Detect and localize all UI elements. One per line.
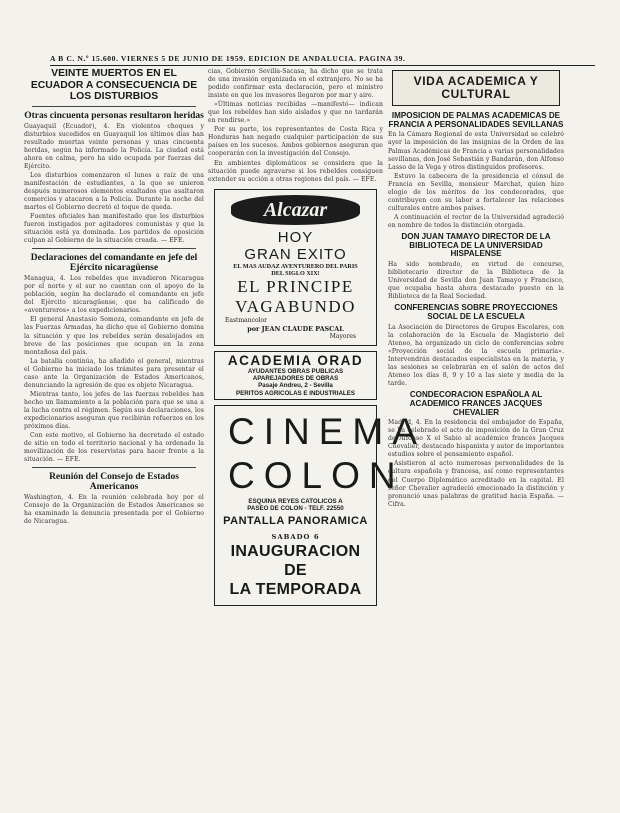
divider	[32, 248, 196, 249]
cinema-pantalla: PANTALLA PANORAMICA	[223, 515, 368, 528]
academia-line: PERITOS AGRICOLAS E INDUSTRIALES	[236, 389, 355, 397]
column-2	[208, 68, 426, 611]
headline-conferencias: CONFERENCIAS SOBRE PROYECCIONES SOCIAL DE LA ESCUELA	[394, 303, 558, 322]
film-title: VAGABUNDO	[235, 296, 356, 316]
headline-ecuador: VEINTE MUERTOS EN EL ECUADOR A CONSECUENCIA DE LOS DISTURBIOS	[30, 68, 198, 102]
academia-title: ACADEMIA ORAD	[227, 352, 364, 368]
article-paragraph: Managua, 4. Los rebeldes que invadieron Nicaragua por el norte y el sur no cuentan con el apoyo de la población, según ha declarado el comandante en jefe del Ejército nicaragüense, que ha calificado de «aventureros» a los expedicionarios.	[24, 275, 204, 315]
headline-biblioteca: DON JUAN TAMAYO DIRECTOR DE LA BIBLIOTECA DE LA UNIVERSIDAD HISPALENSE	[401, 231, 551, 259]
column-3	[388, 68, 564, 510]
article-paragraph: cias, Gobierno Sevilla-Sacasa, ha dicho que se trata de una invasión organizada en el extranjero. No se ha podido confirmar esta declaración, pero el ministro insiste en que los invasores llegaron por mar y aire.	[208, 68, 383, 100]
article-paragraph: Asistieron al acto numerosas personalidades de la cultura española y francesa, así como representantes del Cuerpo Diplomático acreditado en la capital. El señor Chevalier agradeció emocionado la distinción y pronunció unas palabras de gratitud hacia España. — Cifra.	[388, 460, 564, 508]
article-paragraph: Washington, 4. En la reunión celebrada hoy por el Consejo de la Organización de Estados Americanos se ha examinado la denuncia presentada por el Gobierno de Nicaragua.	[24, 494, 204, 526]
section-title: VIDA ACADEMICA Y CULTURAL	[413, 74, 539, 101]
academia-line: Pasaje Andreu, 2 - Sevilla	[258, 382, 333, 390]
cinema-colon-ad	[214, 405, 426, 606]
film-rating: Mayores	[329, 332, 356, 340]
article-paragraph: Madrid, 4. En la residencia del embajador de España, se ha celebrado el acto de imposición de la Gran Cruz de Alfonso X el Sabio al académico francés Jacques Chevalier, destacado hispanista y autor de importantes estudios sobre el pensamiento español.	[388, 419, 564, 459]
divider	[32, 106, 196, 107]
article-paragraph: La batalla continúa, ha añadido el general, mientras el Gobierno ha iniciado los trámites para presentar el caso ante la Organización de Estados Americanos, denunciando la agresión de que es objeto Nicaragua.	[24, 357, 204, 389]
academia-ad	[214, 351, 377, 401]
alcazar-ad	[214, 189, 377, 346]
headline-condecoracion: CONDECORACION ESPAÑOLA AL ACADEMICO FRANCES JACQUES CHEVALIER	[409, 390, 543, 417]
article-paragraph: Fuentes oficiales han manifestado que los disturbios fueron instigados por agitadores comunistas y que la situación está ya dominada. Los partidos de oposición culpan al Gobierno de la situación creada. — EFE.	[24, 213, 204, 245]
cinema-date: SABADO 6	[271, 533, 320, 542]
alcazar-logo: Alcazar	[231, 195, 360, 225]
article-paragraph: Con este motivo, el Gobierno ha decretado el estado de sitio en todo el territorio nacional y ha ordenado la movilización de los reservistas para hacer frente a la situación. — EFE.	[24, 432, 204, 464]
article-paragraph: El general Anastasio Somoza, comandante en jefe de las Fuerzas Armadas, ha dicho que el Gobierno domina la situación y que los rebeldes serán desalojados en breve de las posiciones que ocupan en la zona montañosa del país.	[24, 316, 204, 356]
page-header: A B C. N.º 15.600. VIERNES 5 DE JUNIO DE 1959. EDICION DE ANDALUCIA. PAGINA 39.	[50, 54, 595, 66]
ad-tagline: DEL SIGLO XIX!	[271, 269, 320, 277]
ad-gran-exito: GRAN EXITO	[244, 245, 347, 263]
article-paragraph: Ha sido nombrado, en virtud de concurso, bibliotecario director de la Biblioteca de la Universidad de Sevilla don Juan Tamayo y Francisco, que ocupaba hasta ahora destacado puesto en la Biblioteca de la Real Sociedad.	[388, 261, 564, 301]
article-paragraph: Mientras tanto, los jefes de las fuerzas rebeldes han hecho un llamamiento a la población para que se una a la lucha contra el régimen. Según sus declaraciones, los expedicionarios aseguran que recibirán refuerzos en los próximos días.	[24, 390, 204, 431]
academia-line: AYUDANTES OBRAS PUBLICAS	[247, 367, 344, 375]
colon-word: COLON	[228, 455, 405, 497]
film-format: Eastmancolor	[225, 316, 267, 324]
cinema-address: PASEO DE COLON - TELF. 22550	[247, 505, 344, 513]
ad-hoy: HOY	[277, 228, 314, 246]
subhead-consejo: Reunión del Consejo de Estados Americanos	[49, 472, 179, 493]
article-paragraph: A continuación el rector de la Universidad agradeció en nombre de todos la distinción otorgada.	[388, 213, 564, 229]
cinema-inauguracion: INAUGURACION DE	[230, 543, 361, 580]
column-1	[24, 68, 204, 527]
headline-palmas: IMPOSICION DE PALMAS ACADEMICAS DE FRANCIA A PERSONALIDADES SEVILLANAS	[388, 111, 564, 129]
film-title: EL PRINCIPE	[237, 276, 354, 296]
divider	[32, 467, 196, 468]
ad-tagline: EL MAS AUDAZ AVENTURERO DEL PARIS	[233, 262, 358, 270]
section-banner	[392, 70, 560, 106]
subhead-nicaragua: Declaraciones del comandante en jefe del Ejército nicaragüense	[30, 253, 198, 274]
article-paragraph: Guayaquil (Ecuador), 4. En violentos choques y disturbios sucedidos en Guayaquil los últimos días han resultado muertas veinte personas y unas cincuenta heridas, según ha informado la Policía. La ciudad está ahora en calma, pero ha sido ocupada por fuerzas del Ejército.	[24, 122, 204, 170]
cinema-word: CINEMA	[228, 411, 426, 453]
article-paragraph: Por su parte, los representantes de Costa Rica y Honduras han negado cualquier participación de sus países en los sucesos. Ambos gobiernos aseguran que cooperarán con la investigación del Consejo.	[208, 126, 383, 158]
article-paragraph: Los disturbios comenzaron el lunes a raíz de una manifestación de estudiantes, a la que se unieron después numerosos elementos exaltados que asaltaron comercios y atacaron a la Policía. Durante la noche del martes el Gobierno decretó el toque de queda.	[24, 171, 204, 211]
article-paragraph: La Asociación de Directores de Grupos Escolares, con la colaboración de la Escuela de Magisterio del Ateneo, ha organizado un ciclo de conferencias sobre «Proyección social de la escuela primaria». Intervendrán destacados especialistas en la materia, y las sesiones se celebrarán en el salón de actos del Ateneo los días 8, 9 y 10 a las siete y media de la tarde.	[388, 323, 564, 388]
article-paragraph: En la Cámara Regional de esta Universidad se celebró ayer la imposición de las insignias de la Orden de las Palmas Académicas de Francia a varias personalidades sevillanas, don José Sebastián y Bandarán, don Alfonso Lasso de la Vega y otros distinguidos profesores.	[388, 131, 564, 171]
cinema-temporada: LA TEMPORADA	[229, 581, 362, 599]
article-paragraph: Estuvo la cabecera de la presidencia el cónsul de Francia en Sevilla, monsieur Marchat, quien hizo elogio de los méritos de los condecorados, que contribuyen con su labor a fortalecer las relaciones culturales entre ambos países.	[388, 172, 564, 212]
film-cast: por JEAN CLAUDE PASCAL	[247, 324, 344, 333]
article-paragraph: «Últimas noticias recibidas —manifestó— indican que los rebeldes han sido aislados y que no tardarán en rendirse.»	[208, 101, 383, 125]
academia-line: APAREJADORES DE OBRAS	[252, 375, 339, 383]
subhead-heridas: Otras cincuenta personas resultaron heridas	[24, 110, 204, 121]
cinema-address: ESQUINA REYES CATOLICOS A	[248, 498, 343, 506]
article-paragraph: En ambientes diplomáticos se considera que la situación puede agravarse si los rebeldes consiguen extender su acción a otras regiones del país. — EFE.	[208, 159, 383, 183]
